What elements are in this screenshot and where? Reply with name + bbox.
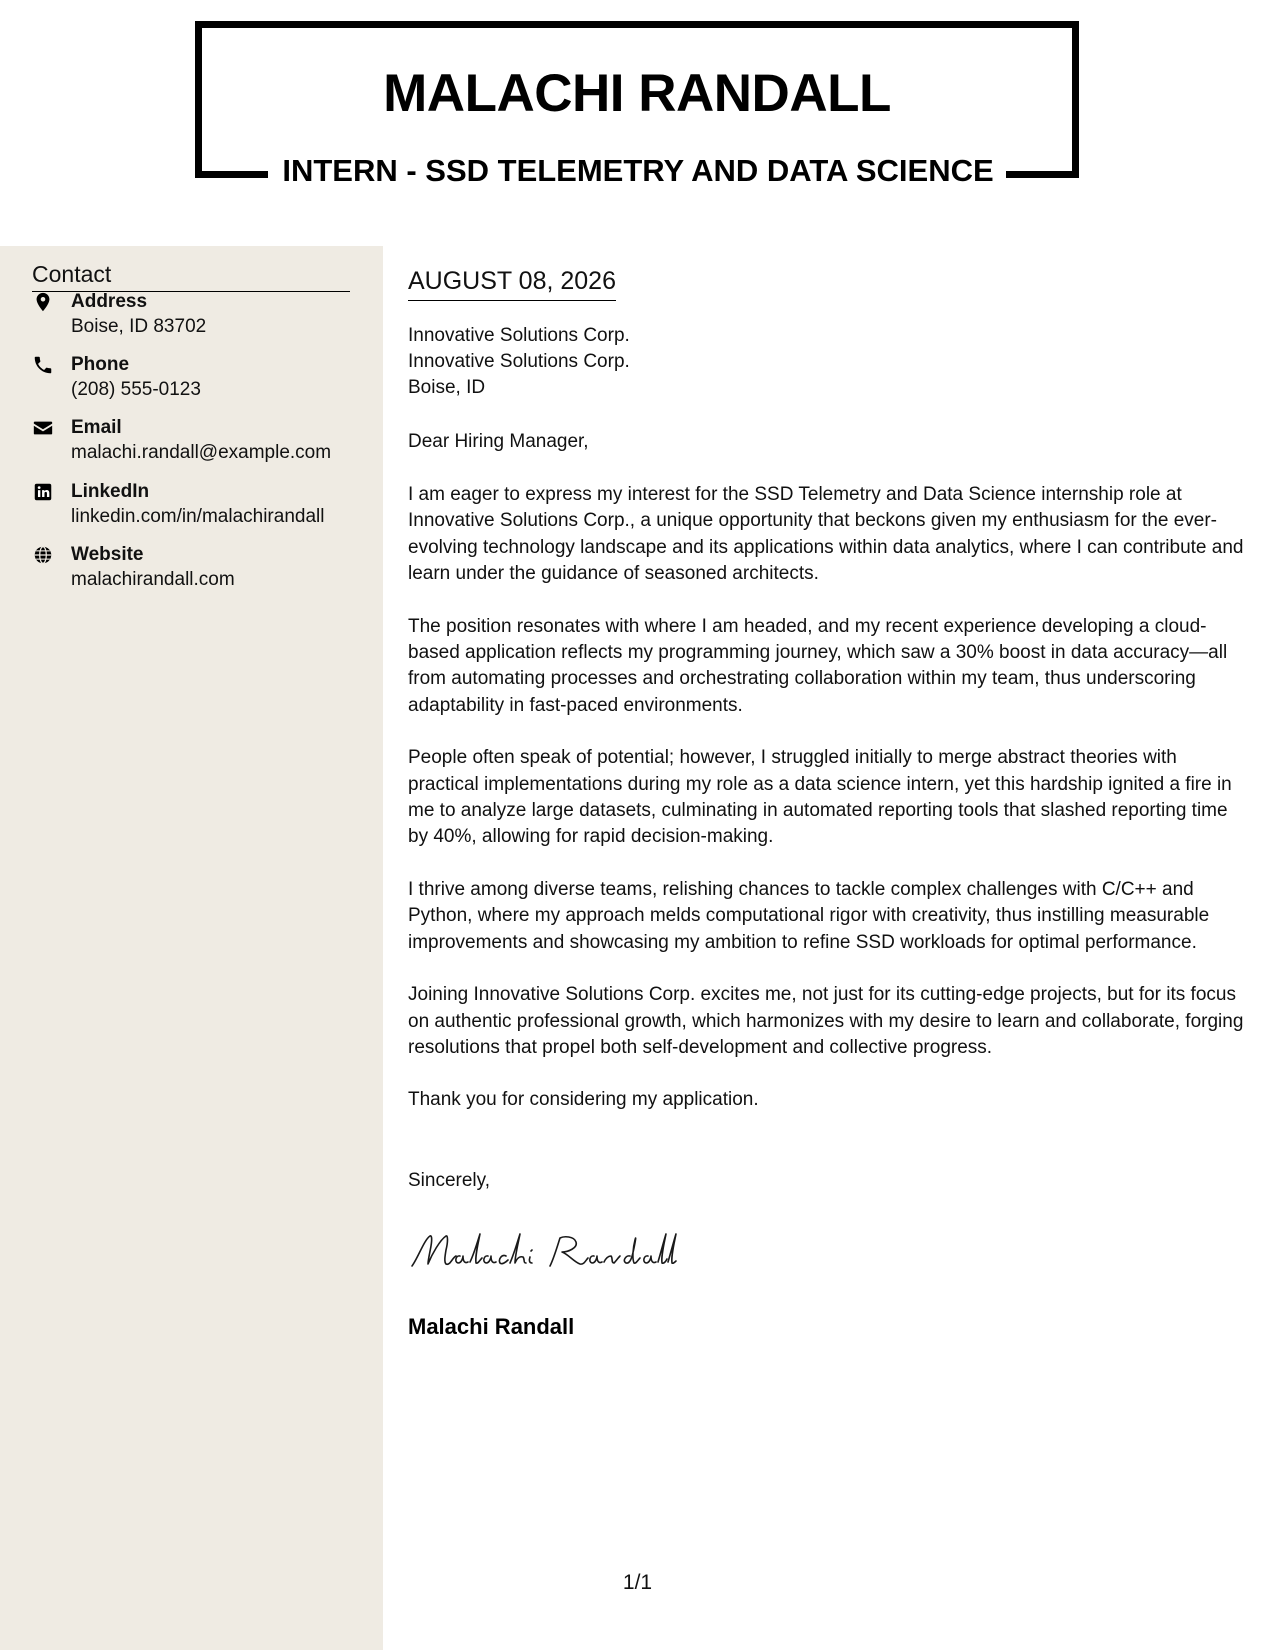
body-paragraph: Thank you for considering my application. [408,1089,759,1111]
letter-date: AUGUST 08, 2026 [408,265,616,301]
website-label: Website [71,544,144,565]
salutation: Dear Hiring Manager, [408,431,589,452]
phone-icon [32,354,56,378]
address-label: Address [71,291,148,312]
email-value[interactable]: malachi.randall@example.com [71,442,332,463]
body-paragraph: People often speak of potential; however, I struggled initially to merge abstract theories with practical implementations during my role as a data science intern, yet this hardship ignited a fire in me to analyze large datasets, culminating in automated reporting tools that slashed reporting time by 40%, allowing for rapid decision-making. [408,747,1232,848]
address-value: Boise, ID 83702 [71,316,207,337]
closing: Sincerely, [408,1170,491,1191]
recipient-block [408,323,1238,401]
website-value[interactable]: malachirandall.com [71,569,235,590]
linkedin-icon [32,481,56,505]
body-paragraph: I thrive among diverse teams, relishing chances to tackle complex challenges with C/C++ and Python, where my approach melds computational rigor with creativity, thus instilling measurable improvements and showcasing my ambition to refine SSD workloads for optimal performance. [408,878,1210,953]
body-paragraph: I am eager to express my interest for the SSD Telemetry and Data Science internship role at Innovative Solutions Corp., a unique opportunity that beckons given my enthusiasm for the ever-evolving technology landscape and its applications within data analytics, where I can contribute and learn under the guidance of seasoned architects. [408,484,1244,585]
job-title: INTERN - SSD TELEMETRY AND DATA SCIENCE [282,153,994,188]
frame-bottom-right-border [1006,171,1079,178]
location-pin-icon [32,291,56,315]
frame-bottom-left-border [195,171,268,178]
linkedin-label: LinkedIn [71,481,150,502]
letter-body [408,482,1246,1140]
page-number: 1/1 [622,1571,653,1594]
body-paragraph: The position resonates with where I am headed, and my recent experience developing a cloud-based application reflects my programming journey, which saw a 30% boost in data accuracy—all from automating processes and orchestrating collaboration within my team, thus underscoring adaptability in fast-paced environments. [408,615,1228,716]
envelope-icon [32,417,56,441]
contact-heading: Contact [32,260,350,292]
signer-name: Malachi Randall [408,1314,575,1339]
phone-label: Phone [71,354,130,375]
recipient-line: Boise, ID [408,377,486,398]
globe-icon [32,544,56,568]
email-label: Email [71,417,122,438]
phone-value: (208) 555-0123 [71,379,201,400]
handwritten-signature [408,1228,678,1276]
recipient-line: Innovative Solutions Corp. [408,351,630,372]
applicant-name: MALACHI RANDALL [383,64,891,123]
contact-sidebar [0,246,383,1650]
linkedin-value[interactable]: linkedin.com/in/malachirandall [71,506,325,527]
body-paragraph: Joining Innovative Solutions Corp. excites me, not just for its cutting-edge projects, but for its focus on authentic professional growth, which harmonizes with my desire to learn and collaborate, forging resolutions that propel both self-development and collective progress. [408,984,1244,1058]
recipient-line: Innovative Solutions Corp. [408,325,630,346]
frame-top-border [195,21,1079,28]
